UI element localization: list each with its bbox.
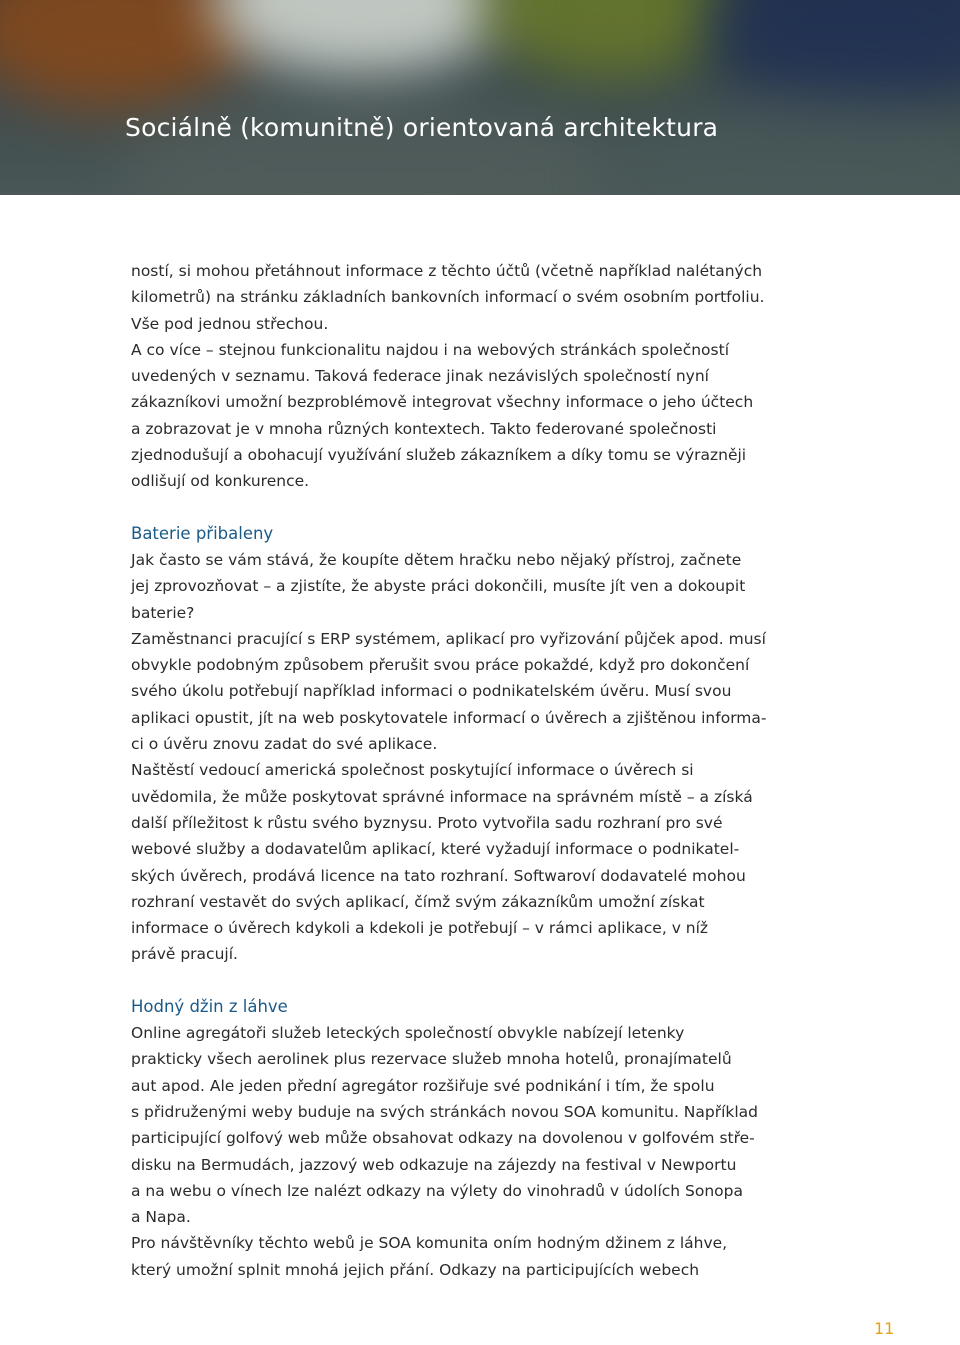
- text-line: s přidruženými weby buduje na svých stránkách novou SOA komunitu. Například: [131, 1102, 759, 1121]
- page-title: Sociálně (komunitně) orientovaná architektura: [125, 113, 719, 142]
- section-spacer: [131, 968, 831, 994]
- text-line: disku na Bermudách, jazzový web odkazuje na zájezdy na festival v Newportu: [131, 1155, 737, 1174]
- text-line: odlišují od konkurence.: [131, 472, 310, 491]
- text-line: Vše pod jednou střechou.: [131, 314, 329, 333]
- section-heading: Baterie přibaleny: [131, 523, 274, 543]
- text-line: Pro návštěvníky těchto webů je SOA komunita oním hodným džinem z láhve,: [131, 1234, 728, 1253]
- text-line: uvědomila, že může poskytovat správné informace na správném místě – a získá: [131, 787, 753, 806]
- text-line: další příležitost k růstu svého byznysu. Proto vytvořila sadu rozhraní pro své: [131, 813, 723, 832]
- text-line: uvedených v seznamu. Taková federace jinak nezávislých společností nyní: [131, 367, 709, 386]
- text-line: baterie?: [131, 603, 195, 622]
- text-line: Zaměstnanci pracující s ERP systémem, aplikací pro vyřizování půjček apod. musí: [131, 629, 766, 648]
- text-line: informace o úvěrech kdykoli a kdekoli je potřebují – v rámci aplikace, v níž: [131, 919, 709, 938]
- text-line: a na webu o vínech lze nalézt odkazy na výlety do vinohradů v údolích Sonopa: [131, 1181, 744, 1200]
- text-line: ských úvěrech, prodává licence na tato rozhraní. Softwaroví dodavatelé mohou: [131, 866, 746, 885]
- text-line: právě pracují.: [131, 945, 238, 964]
- text-line: a zobrazovat je v mnoha různých kontextech. Takto federované společnosti: [131, 419, 717, 438]
- header-blur-gray-left: [120, 90, 620, 195]
- section-batteries: [131, 521, 831, 968]
- header-banner: [0, 0, 960, 195]
- header-blur-light: [210, 0, 510, 80]
- text-line: zákazníkovi umožní bezproblémově integrovat všechny informace o jeho účtech: [131, 393, 754, 412]
- text-line: aplikaci opustit, jít na web poskytovatele informací o úvěrech a zjištěnou informa-: [131, 708, 767, 727]
- text-line: jej zprovozňovat – a zjistíte, že abyste práci dokončili, musíte jít ven a dokoupit: [131, 577, 746, 596]
- section-genie: [131, 994, 831, 1283]
- text-line: kilometrů) na stránku základních bankovních informací o svém osobním portfoliu.: [131, 288, 765, 307]
- text-line: aut apod. Ale jeden přední agregátor rozšiřuje své podnikání i tím, že spolu: [131, 1076, 715, 1095]
- text-line: A co více – stejnou funkcionalitu najdou i na webových stránkách společností: [131, 340, 729, 359]
- text-line: ci o úvěru znovu zadat do své aplikace.: [131, 735, 438, 754]
- text-line: webové služby a dodavatelům aplikací, které vyžadují informace o podnikatel-: [131, 840, 740, 859]
- section-spacer: [131, 495, 831, 521]
- text-line: Online agregátoři služeb leteckých společností obvykle nabízejí letenky: [131, 1024, 685, 1043]
- text-line: obvykle podobným způsobem přerušit svou práce pokaždé, když pro dokončení: [131, 656, 750, 675]
- text-line: rozhraní vestavět do svých aplikací, čímž svým zákazníkům umožní získat: [131, 892, 705, 911]
- text-line: prakticky všech aerolinek plus rezervace služeb mnoha hotelů, pronajímatelů: [131, 1050, 732, 1069]
- text-line: zjednodušují a obohacují využívání služeb zákazníkem a díky tomu se výrazněji: [131, 446, 747, 465]
- text-line: a Napa.: [131, 1208, 191, 1227]
- text-line: který umožní splnit mnohá jejich přání. Odkazy na participujících webech: [131, 1260, 700, 1279]
- text-line: ností, si mohou přetáhnout informace z těchto účtů (včetně například nalétaných: [131, 262, 763, 280]
- header-blur-blue: [700, 0, 960, 110]
- text-line: participující golfový web může obsahovat odkazy na dovolenou v golfovém stře-: [131, 1129, 755, 1148]
- text-line: Jak často se vám stává, že koupíte dětem hračku nebo nějaký přístroj, začnete: [131, 550, 742, 569]
- section-heading: Hodný džin z láhve: [131, 996, 288, 1016]
- page-number: 11: [874, 1319, 895, 1338]
- text-line: svého úkolu potřebují například informaci o podnikatelském úvěru. Musí svou: [131, 682, 732, 701]
- article-body: [131, 258, 831, 1283]
- text-line: Naštěstí vedoucí americká společnost poskytující informace o úvěrech si: [131, 761, 694, 780]
- intro-paragraph: [131, 258, 831, 495]
